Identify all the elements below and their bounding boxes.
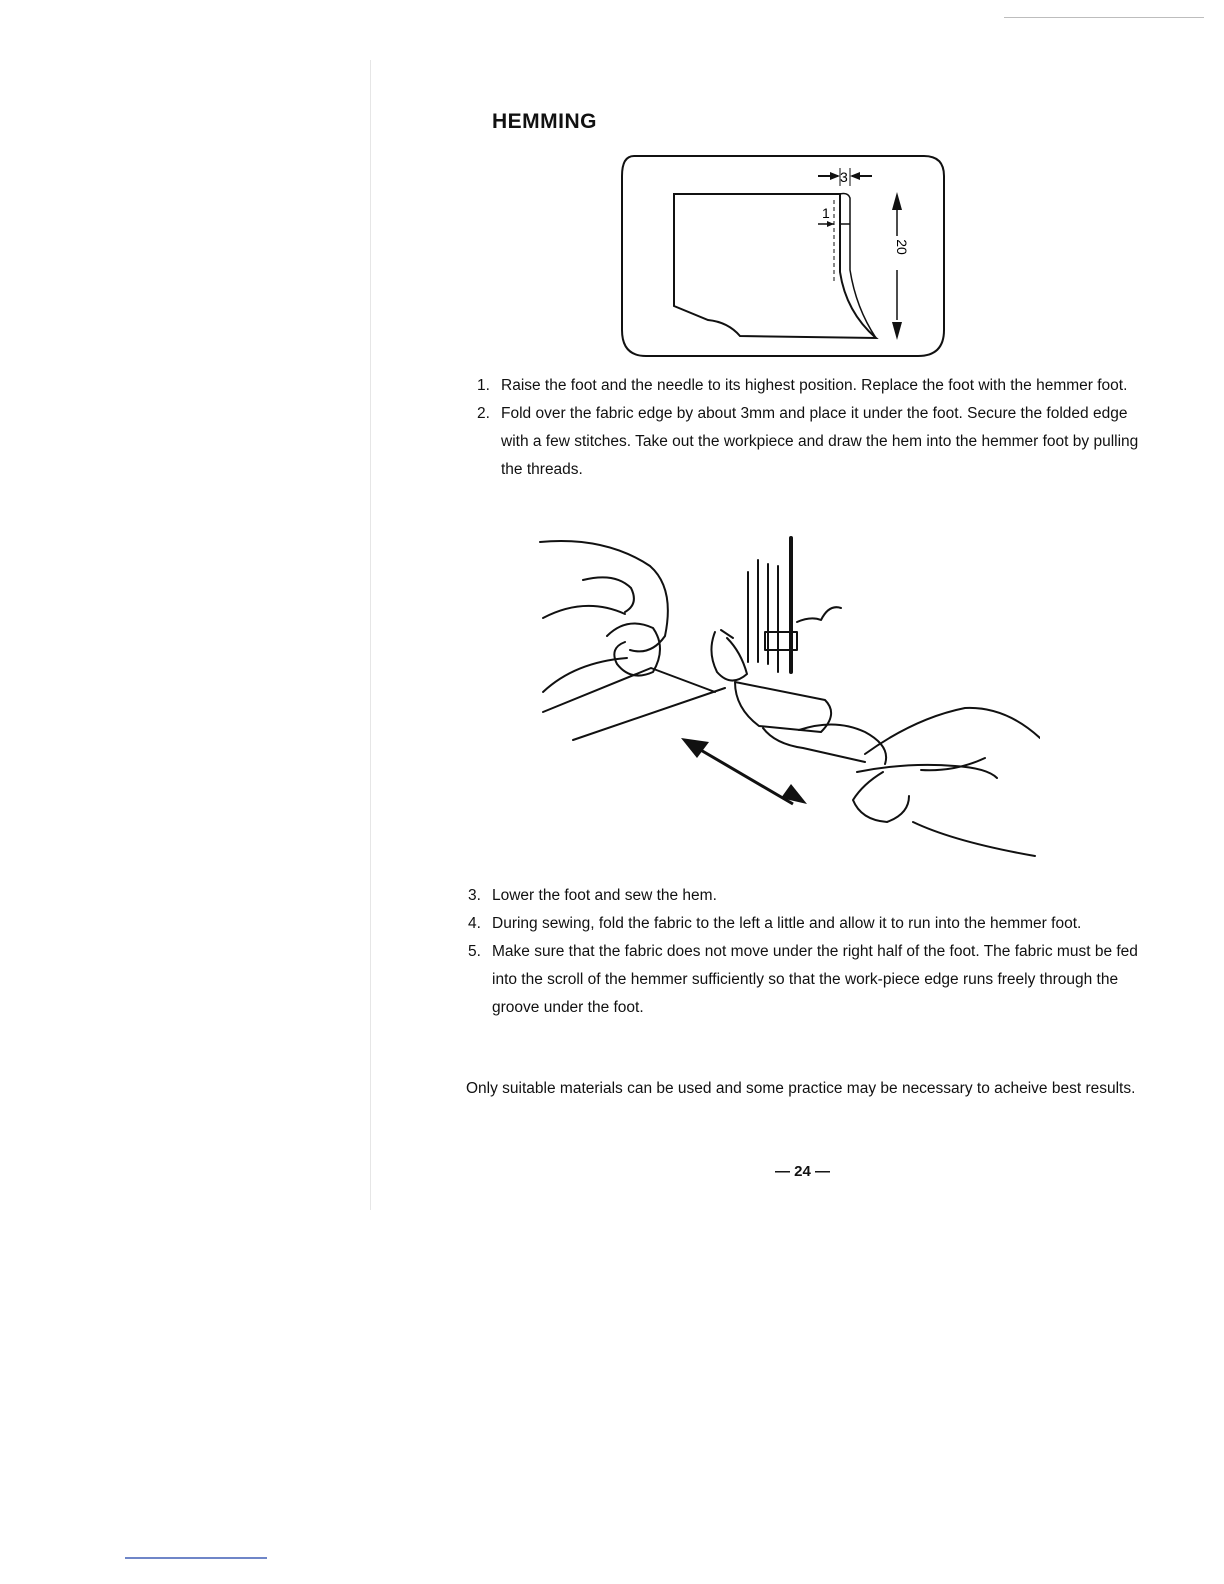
sewing-illustration bbox=[535, 532, 1040, 864]
instruction-list-top bbox=[477, 372, 1157, 484]
dimension-label-20mm: 20 bbox=[894, 239, 910, 255]
scan-margin-line bbox=[370, 60, 371, 1210]
hem-dimension-diagram bbox=[618, 152, 946, 358]
page-title: HEMMING bbox=[492, 110, 597, 133]
usage-note: Only suitable materials can be used and some practice may be necessary to acheive best results. bbox=[466, 1080, 1136, 1097]
list-item: 3. Lower the foot and sew the hem. bbox=[468, 887, 717, 904]
page-number: — 24 — bbox=[775, 1163, 831, 1180]
scan-top-line bbox=[1004, 17, 1204, 18]
instruction-list-bottom bbox=[468, 882, 1148, 1022]
scan-artifact-line bbox=[125, 1557, 267, 1559]
list-item: 5. Make sure that the fabric does not move under the right half of the foot. The fabric must be fed into the scroll of the hemmer sufficiently so that the work-piece edge runs freely through the groove under the foot. bbox=[468, 943, 1138, 1016]
list-item: 1. Raise the foot and the needle to its highest position. Replace the foot with the hemmer foot. bbox=[477, 377, 1128, 394]
list-item: 2. Fold over the fabric edge by about 3mm and place it under the foot. Secure the folded edge with a few stitches. Take out the workpiece and draw the hem into the hemmer foot by pulling the threads. bbox=[477, 405, 1139, 478]
list-item: 4. During sewing, fold the fabric to the left a little and allow it to run into the hemmer foot. bbox=[468, 915, 1082, 932]
dimension-label-3mm: 3 bbox=[840, 169, 848, 185]
dimension-label-1mm: 1 bbox=[822, 205, 830, 221]
